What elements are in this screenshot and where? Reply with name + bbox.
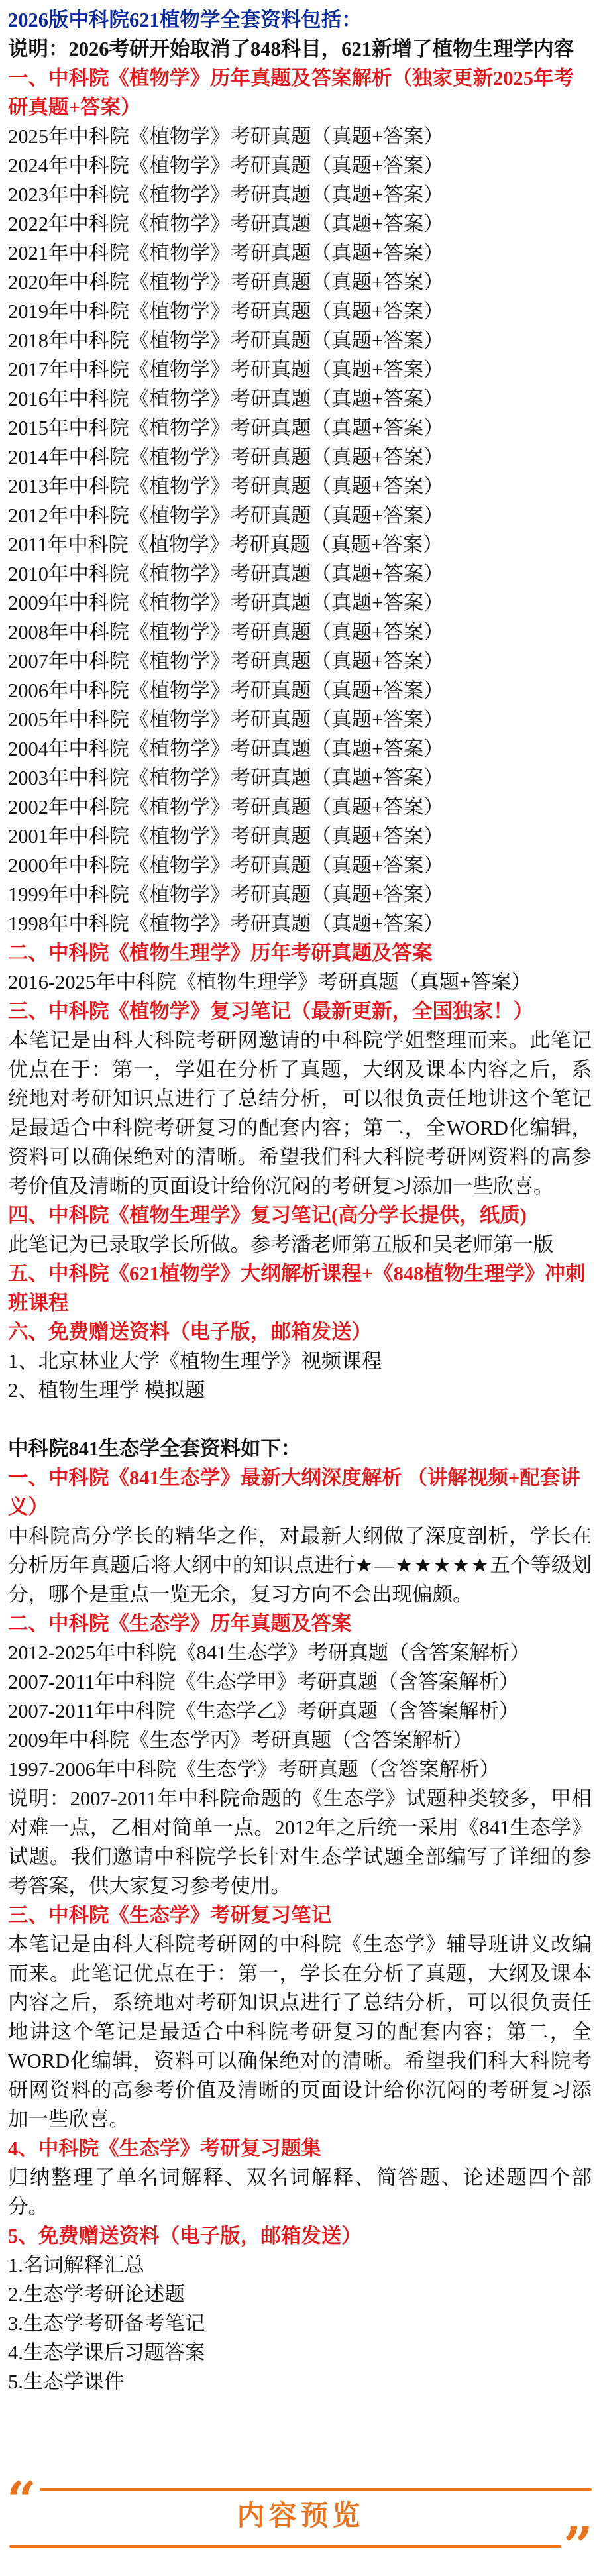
list-item: 2011年中科院《植物学》考研真题（真题+答案） [8,533,443,556]
list-item: 2020年中科院《植物学》考研真题（真题+答案） [8,271,444,294]
list-item: 2001年中科院《植物学》考研真题（真题+答案） [8,825,444,848]
free-materials-list [8,2251,592,2396]
section-heading-621-3: 三、中科院《植物学》复习笔记（最新更新，全国独家！） [8,1000,533,1023]
list-item: 2000年中科院《植物学》考研真题（真题+答案） [8,854,444,877]
list-item: 2013年中科院《植物学》考研真题（真题+答案） [8,475,444,498]
list-item: 2007年中科院《植物学》考研真题（真题+答案） [8,650,444,673]
list-item: 2009年中科院《植物学》考研真题（真题+答案） [8,592,444,614]
intro-note: 说明：2026考研开始取消了848科目，621新增了植物生理学内容 [8,38,574,60]
section-paragraph: 本笔记是由科大科院考研网邀请的中科院学姐整理而来。此笔记优点在于：第一，学姐在分析了真题，大纲及课本内容之后，系统地对考研知识点进行了总结分析，可以很负责任地讲这个笔记是最适合中科院考研复习的配套内容；第二，全WORD化编辑，资料可以确保绝对的清晰。希望我们科大科院考研网资料的高参考价值及清晰的页面设计给你沉闷的考研复习添加一些欣喜。 [8,1029,592,1198]
list-item: 4.生态学课后习题答案 [8,2341,205,2364]
section-heading-621-2: 二、中科院《植物生理学》历年考研真题及答案 [8,942,433,964]
page-title: 2026版中科院621植物学全套资料包括： [8,9,362,31]
exam-list-621-botany [8,122,592,938]
list-item: 1999年中科院《植物学》考研真题（真题+答案） [8,883,444,906]
list-item: 2006年中科院《植物学》考研真题（真题+答案） [8,679,444,702]
banner-title: 内容预览 [237,2499,364,2532]
star-rating: ★—★★★★★ [355,1554,490,1577]
section-heading-621-1: 一、中科院《植物学》历年真题及答案解析（独家更新2025年考研真题+答案） [8,67,574,119]
list-item: 2022年中科院《植物学》考研真题（真题+答案） [8,213,444,235]
section-paragraph: 本笔记是由科大科院考研网的中科院《生态学》辅导班讲义改编而来。此笔记优点在于：第一，学长在分析了真题，大纲及课本内容之后，系统地对考研知识点进行了总结分析，可以很负责任地讲这个笔记是最适合中科院考研复习的配套内容；第二，全WORD化编辑，资料可以确保绝对的清晰。希望我们科大科院考研网资料的高参考价值及清晰的页面设计给你沉闷的考研复习添加一些欣喜。 [8,1933,592,2131]
section-heading-621-5: 五、中科院《621植物学》大纲解析课程+《848植物生理学》冲刺班课程 [8,1262,586,1314]
list-item: 2009年中科院《生态学丙》考研真题（含答案解析） [8,1729,473,1752]
list-item: 1998年中科院《植物学》考研真题（真题+答案） [8,913,444,935]
list-item: 2012-2025年中科院《841生态学》考研真题（含答案解析） [8,1642,530,1664]
list-item: 2023年中科院《植物学》考研真题（真题+答案） [8,184,444,206]
list-item: 1.名词解释汇总 [8,2254,144,2276]
list-item: 2007-2011年中科院《生态学甲》考研真题（含答案解析） [8,1671,519,1693]
list-item: 2.生态学考研论述题 [8,2283,185,2306]
list-item: 2、植物生理学 模拟题 [8,1379,205,1402]
paragraph-text-before: 中科院高分学长的精华之作，对最新大纲做了深度剖析，学长在分析历年真题后将大纲中的知识点进行 [8,1525,592,1577]
section-heading-841-2: 二、中科院《生态学》历年真题及答案 [8,1612,352,1635]
list-item: 2025年中科院《植物学》考研真题（真题+答案） [8,125,444,148]
section-841-title: 中科院841生态学全套资料如下： [8,1437,301,1460]
list-item: 2015年中科院《植物学》考研真题（真题+答案） [8,417,444,439]
section-heading-841-3: 三、中科院《生态学》考研复习笔记 [8,1904,331,1927]
section-paragraph: 此笔记为已录取学长所做。参考潘老师第五版和吴老师第一版 [8,1233,554,1256]
list-item: 1997-2006年中科院《生态学》考研真题（含答案解析） [8,1758,500,1781]
section-heading-621-6: 六、免费赠送资料（电子版，邮箱发送） [8,1321,372,1343]
list-item: 2021年中科院《植物学》考研真题（真题+答案） [8,242,444,264]
list-item: 2003年中科院《植物学》考研真题（真题+答案） [8,767,444,789]
exam-list-841-ecology [8,1638,592,1784]
divider [40,2488,592,2491]
section-heading-841-4: 4、中科院《生态学》考研复习题集 [8,2137,321,2160]
list-item: 2007-2011年中科院《生态学乙》考研真题（含答案解析） [8,1700,519,1722]
close-quote-icon: ” [563,2516,593,2576]
section-paragraph: 归纳整理了单名词解释、双名词解释、简答题、论述题四个部分。 [8,2166,592,2218]
list-item: 2002年中科院《植物学》考研真题（真题+答案） [8,796,444,818]
list-item: 2005年中科院《植物学》考研真题（真题+答案） [8,708,444,731]
list-item: 2016-2025年中科院《植物生理学》考研真题（真题+答案） [8,971,531,993]
list-item: 5.生态学课件 [8,2371,125,2393]
spacer [8,1405,592,1434]
divider [9,2545,561,2548]
section-heading-841-5: 5、免费赠送资料（电子版，邮箱发送） [8,2225,362,2247]
list-item: 2016年中科院《植物学》考研真题（真题+答案） [8,388,444,410]
list-item: 1、北京林业大学《植物生理学》视频课程 [8,1350,382,1372]
list-item: 2010年中科院《植物学》考研真题（真题+答案） [8,563,444,585]
list-item: 2024年中科院《植物学》考研真题（真题+答案） [8,154,444,177]
list-item: 3.生态学考研备考笔记 [8,2312,205,2335]
paragraph-text-after: 五个等级划分，哪个是重点一览无余，复习方向不会出现偏颇。 [8,1554,592,1606]
section-paragraph [8,1522,592,1609]
list-item: 2017年中科院《植物学》考研真题（真题+答案） [8,359,444,381]
section-paragraph: 说明：2007-2011年中科院命题的《生态学》试题种类较多，甲相对难一点，乙相对简单一点。2012年之后统一采用《841生态学》试题。我们邀请中科院学长针对生态学试题全部编写了详细的参考答案，供大家复习参考使用。 [8,1787,592,1897]
list-item: 2012年中科院《植物学》考研真题（真题+答案） [8,504,444,527]
list-item: 2004年中科院《植物学》考研真题（真题+答案） [8,738,444,760]
list-item: 2019年中科院《植物学》考研真题（真题+答案） [8,300,444,323]
preview-banner [0,2471,601,2576]
section-heading-621-4: 四、中科院《植物生理学》复习笔记(高分学长提供，纸质) [8,1204,527,1227]
list-item: 2014年中科院《植物学》考研真题（真题+答案） [8,446,444,469]
list-item: 2018年中科院《植物学》考研真题（真题+答案） [8,329,444,352]
section-heading-841-1: 一、中科院《841生态学》最新大纲深度解析 （讲解视频+配套讲义） [8,1467,580,1518]
open-quote-icon: “ [7,2471,36,2531]
list-item: 2008年中科院《植物学》考研真题（真题+答案） [8,621,444,644]
